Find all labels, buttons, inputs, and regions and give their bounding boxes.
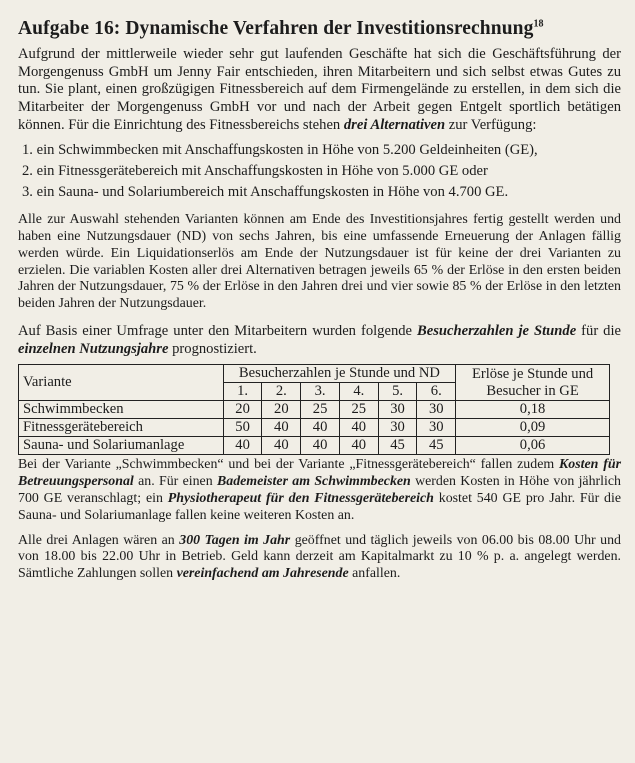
visitor-cell: 50	[223, 419, 262, 437]
visitor-cell: 30	[378, 419, 417, 437]
header-revenue: Erlöse je Stunde und Besucher in GE	[456, 365, 610, 401]
staff-cost-paragraph: Bei der Variante „Schwimmbecken“ und bei der Variante „Fitnessgerätebereich“ fallen zudem Kosten für Betreuungspersonal an. Für einen Bademeister am Schwimmbecken werden Kosten in Höhe von jährlich 700 GE veranschlagt; ein Physiotherapeut für den Fitnessgerätebereich kostet 540 GE pro Jahr. Für die Sauna- und Solariumanlage fallen keine weiteren Kosten an.	[18, 457, 622, 523]
visitor-cell: 20	[223, 401, 262, 419]
visitor-table	[18, 364, 610, 455]
table-row	[19, 437, 610, 455]
table-row	[19, 401, 610, 419]
alternative-item: 1. ein Schwimmbecken mit Anschaffungskosten in Höhe von 5.200 Geldeinheiten (GE),	[22, 141, 538, 158]
header-variant: Variante	[19, 365, 224, 401]
visitor-cell: 25	[301, 401, 340, 419]
year-header: 4.	[339, 383, 378, 401]
visitor-cell: 20	[262, 401, 301, 419]
year-header: 6.	[417, 383, 456, 401]
alternative-item: 2. ein Fitnessgerätebereich mit Anschaffungskosten in Höhe von 5.000 GE oder	[22, 162, 488, 179]
revenue-cell: 0,18	[456, 401, 610, 419]
table-row	[19, 419, 610, 437]
variant-name: Schwimmbecken	[19, 401, 224, 419]
visitor-cell: 40	[339, 437, 378, 455]
visitor-cell: 40	[339, 419, 378, 437]
visitor-cell: 30	[378, 401, 417, 419]
exercise-title: Aufgabe 16: Dynamische Verfahren der Investitionsrechnung$^{18}$	[18, 18, 544, 39]
visitor-cell: 25	[339, 401, 378, 419]
visitor-cell: 40	[262, 437, 301, 455]
revenue-cell: 0,06	[456, 437, 610, 455]
visitor-cell: 40	[223, 437, 262, 455]
visitor-cell: 40	[262, 419, 301, 437]
year-header: 5.	[378, 383, 417, 401]
table-header-row	[19, 365, 610, 383]
visitor-cell: 30	[417, 419, 456, 437]
alternatives-list	[18, 141, 621, 203]
intro-paragraph: Aufgrund der mittlerweile wieder sehr gut laufenden Geschäfte hat sich die Geschäftsführung der Morgengenuss GmbH um Jenny Fair entschieden, ihren Mitarbeitern und sich selbst etwas Gutes zu tun. Sie plant, einen großzügigen Fitnessbereich auf dem Firmengelände zu erstellen, in dem sich die Mitarbeiter der Morgengenuss GmbH vor und nach der Arbeit gegen Entgelt sportlich betätigen können. Für die Einrichtung des Fitnessbereichs stehen drei Alternativen zur Verfügung:	[18, 46, 621, 133]
visitor-cell: 30	[417, 401, 456, 419]
conditions-paragraph: Alle zur Auswahl stehenden Varianten können am Ende des Investitionsjahres fertig gestellt werden und haben eine Nutzungsdauer (ND) von sechs Jahren, bis eine umfassende Erneuerung der Anlagen fällig werden würde. Ein Liquidationserlös am Ende der Nutzungsdauer ist für keine der drei Varianten zu erzielen. Die variablen Kosten aller drei Alternativen betragen jeweils 65 % der Erlöse in den ersten beiden Jahren der Nutzungsdauer, 75 % der Erlöse in den Jahren drei und vier sowie 85 % der Erlöse in den letzten beiden Jahren der Nutzungsdauer.	[18, 212, 621, 312]
revenue-cell: 0,09	[456, 419, 610, 437]
operating-hours-paragraph: Alle drei Anlagen wären an 300 Tagen im Jahr geöffnet und täglich jeweils von 06.00 bis 08.00 Uhr und von 18.00 bis 22.00 Uhr in Betrieb. Geld kann derzeit am Kapitalmarkt zu 10 % p. a. angelegt werden. Sämtliche Zahlungen sollen vereinfachend am Jahresende anfallen.	[18, 532, 621, 582]
alternative-item: 3. ein Sauna- und Solariumbereich mit Anschaffungskosten in Höhe von 4.700 GE.	[22, 183, 509, 200]
survey-paragraph: Auf Basis einer Umfrage unter den Mitarbeitern wurden folgende Besucherzahlen je Stunde für die einzelnen Nutzungsjahre prognostiziert.	[18, 322, 621, 357]
year-header: 3.	[301, 383, 340, 401]
footnote-marker: 18	[533, 18, 544, 30]
variant-name: Sauna- und Solariumanlage	[19, 437, 224, 455]
visitor-cell: 40	[301, 437, 340, 455]
header-visitors: Besucherzahlen je Stunde und ND	[223, 365, 455, 383]
visitor-cell: 45	[378, 437, 417, 455]
visitor-cell: 40	[301, 419, 340, 437]
visitor-cell: 45	[417, 437, 456, 455]
year-header: 1.	[223, 383, 262, 401]
variant-name: Fitnessgerätebereich	[19, 419, 224, 437]
year-header: 2.	[262, 383, 301, 401]
